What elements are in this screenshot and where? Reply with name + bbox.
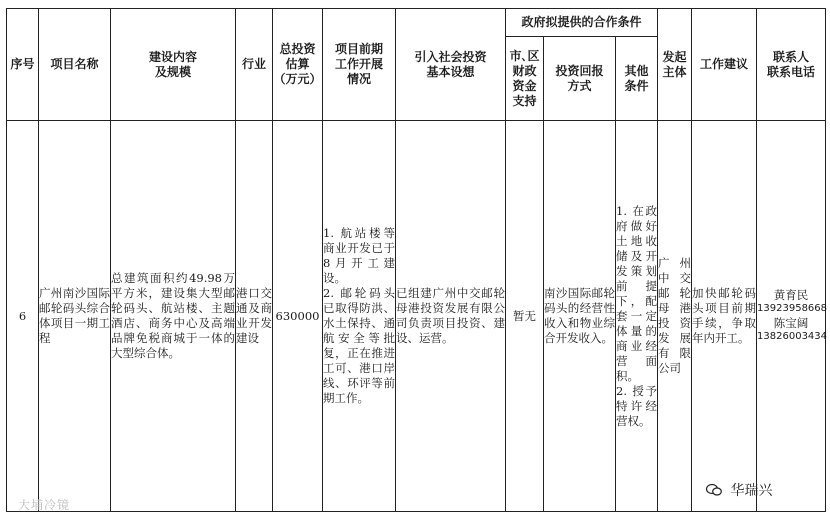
cell-content: 总建筑面积约49.98万平方米，建设集大型邮轮码头、航站楼、主题酒店、商务中心及高端品牌免税商城于一体的大型综合体。 [111, 121, 236, 512]
cell-name: 广州南沙国际邮轮码头综合体项目一期工程 [39, 121, 111, 512]
header-sponsor: 发起 主体 [658, 9, 692, 121]
cell-gov-fund: 暂无 [506, 121, 544, 512]
project-table [6, 8, 826, 512]
wechat-icon [706, 483, 726, 499]
header-social-capital: 引入社会投资 基本设想 [396, 9, 506, 121]
header-contact: 联系人 联系电话 [757, 9, 826, 121]
cell-sponsor: 广州中交邮轮母港投资发展有限公司 [658, 121, 692, 512]
header-name: 项目名称 [39, 9, 111, 121]
header-other: 其他 条件 [616, 37, 658, 121]
header-suggest: 工作建议 [692, 9, 757, 121]
watermark-right [706, 480, 772, 500]
header-invest: 总投资 估算 （万元） [273, 9, 323, 121]
cell-pre-work: 1. 航站楼等商业开发已于8月开工建设。 2. 邮轮码头已取得防洪、水土保持、通航安全等批复，正在推进工可、港口岸线、环评等前期工作。 [323, 121, 396, 512]
contact-name-2: 陈宝阔 [773, 316, 809, 330]
header-industry: 行业 [236, 9, 273, 121]
header-gov-fund: 市､区 财政 资金 支持 [506, 37, 544, 121]
cell-industry: 港口交通及商业开发建设 [236, 121, 273, 512]
contact-phone-2: 13826003434 [757, 331, 828, 342]
watermark-right-text: 华瑞兴 [730, 483, 773, 499]
cell-seq: 6 [7, 121, 39, 512]
header-return: 投资回报 方式 [544, 37, 616, 121]
cell-contact [757, 121, 826, 512]
contact-name-1: 黄育民 [773, 288, 809, 302]
cell-invest: 630000 [273, 121, 323, 512]
watermark-left: 大埔冷镜 [18, 498, 71, 512]
header-pre-work: 项目前期 工作开展 情况 [323, 9, 396, 121]
contact-phone-1: 13923958668 [757, 303, 828, 314]
header-content: 建设内容 及规模 [111, 9, 236, 121]
header-seq: 序号 [7, 9, 39, 121]
cell-suggest: 加快邮轮码头项目前期手续，争取年内开工。 [692, 121, 757, 512]
cell-social-capital: 已组建广州中交邮轮母港投资发展有限公司负责项目投资、建设、运营。 [396, 121, 506, 512]
cell-other: 1. 在政府做好土地收储及开发策划前提下，配套一定体量的商业经营面积。 2. 授予特许经营权。 [616, 121, 658, 512]
header-gov-group: 政府拟提供的合作条件 [506, 9, 658, 37]
cell-return: 南沙国际邮轮码头的经营性收入和物业综合开发收入。 [544, 121, 616, 512]
